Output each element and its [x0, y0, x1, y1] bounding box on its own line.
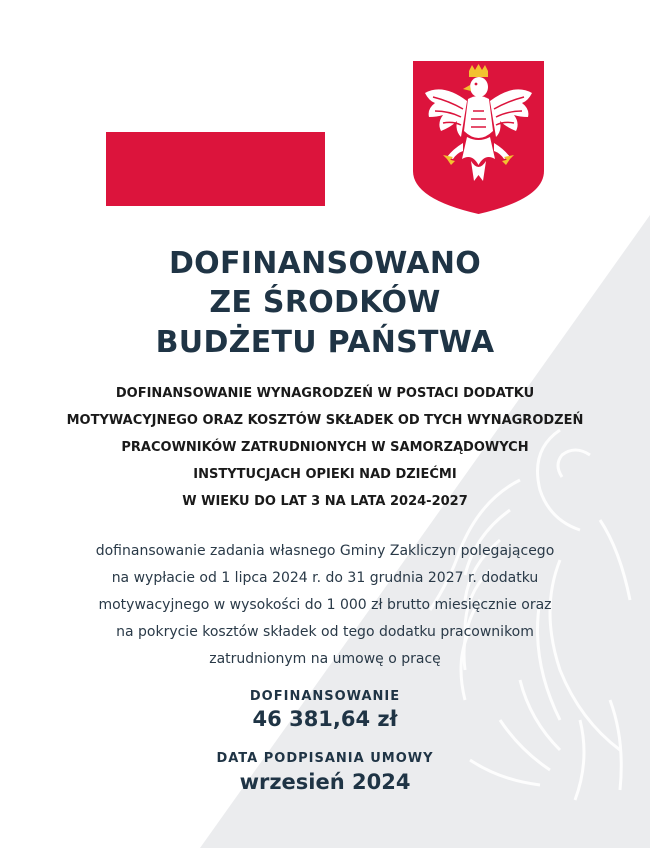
subtitle-line-3: PRACOWNIKÓW ZATRUDNIONYCH W SAMORZĄDOWYCH — [121, 440, 529, 455]
subtitle-line-5: W WIEKU DO LAT 3 NA LATA 2024-2027 — [182, 494, 468, 509]
description-line-1: dofinansowanie zadania własnego Gminy Zakliczyn polegającego — [95, 543, 555, 559]
subtitle-line-1: DOFINANSOWANIE WYNAGRODZEŃ W POSTACI DODATKU — [115, 386, 535, 401]
page-title-line-2: ZE ŚRODKÓW — [209, 285, 441, 320]
white-eagle-emblem-icon — [413, 61, 544, 214]
subtitle-line-2: MOTYWACYJNEGO ORAZ KOSZTÓW SKŁADEK OD TYCH WYNAGRODZEŃ — [66, 413, 584, 428]
subtitle-line-4: INSTYTUCJACH OPIEKI NAD DZIEĆMI — [193, 467, 457, 482]
page-title-line-1: DOFINANSOWANO — [168, 246, 482, 281]
description-line-4: na pokrycie kosztów składek od tego dodatku pracownikom — [116, 624, 534, 640]
description-line-5: zatrudnionym na umowę o pracę — [209, 651, 441, 667]
funding-label: DOFINANSOWANIE — [249, 689, 401, 704]
agreement-label: DATA PODPISANIA UMOWY — [216, 751, 434, 766]
agreement-date: wrzesień 2024 — [239, 770, 411, 794]
description-line-3: motywacyjnego w wysokości do 1 000 zł brutto miesięcznie oraz — [98, 597, 552, 613]
page-title-line-3: BUDŻETU PAŃSTWA — [155, 325, 495, 360]
description-line-2: na wypłacie od 1 lipca 2024 r. do 31 grudnia 2027 r. dodatku — [111, 570, 539, 586]
polish-flag — [106, 132, 325, 206]
funding-amount: 46 381,64 zł — [252, 707, 398, 731]
